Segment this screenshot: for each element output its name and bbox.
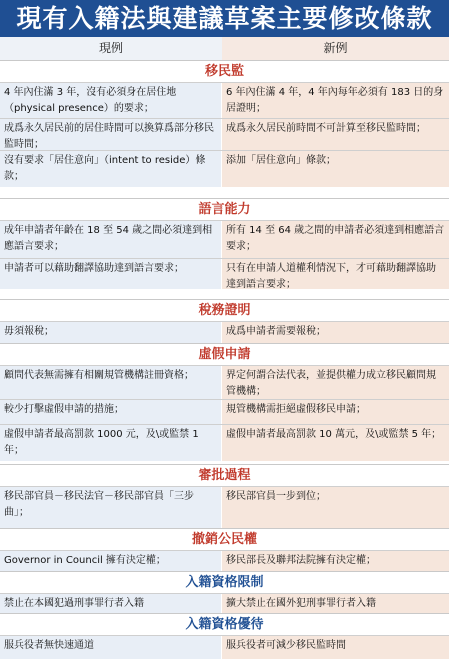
table-row	[0, 486, 449, 529]
section-title: 入籍資格限制	[185, 575, 264, 590]
table-row	[0, 118, 449, 151]
new-rule-cell: 界定何謂合法代表，並提供權力成立移民顧問規管機構；	[222, 366, 449, 400]
current-rule-cell: 較少打擊虛假申請的措施；	[0, 400, 222, 425]
table-row	[0, 399, 449, 425]
current-rule-cell: 顧問代表無需擁有相關規管機構註冊資格；	[0, 366, 222, 400]
table-row	[0, 150, 449, 187]
table-row	[0, 258, 449, 289]
section-header	[0, 528, 449, 550]
section-title: 撤銷公民權	[191, 532, 257, 547]
new-rule-cell: 移民部長及聯邦法院擁有決定權；	[222, 551, 449, 573]
current-rule-cell: 移民部官員－移民法官－移民部官員「三步曲」；	[0, 487, 222, 529]
column-header-current: 現例	[0, 37, 222, 60]
section-header	[0, 571, 449, 593]
new-rule-cell: 所有 14 至 64 歲之間的申請者必須達到相應語言要求；	[222, 221, 449, 259]
current-rule-cell: 服兵役者無快速通道	[0, 636, 222, 659]
current-rule-cell: 沒有要求「居住意向」（intent to reside）條款；	[0, 151, 222, 187]
current-rule-cell: 成爲永久居民前的居住時間可以換算爲部分移民監時間；	[0, 119, 222, 151]
table-row	[0, 593, 449, 614]
current-rule-cell: 成年申請者年齡在 18 至 54 歲之間必須達到相應語言要求；	[0, 221, 222, 259]
table-row	[0, 635, 449, 659]
section-header	[0, 198, 449, 220]
table-row	[0, 424, 449, 461]
new-rule-cell: 擴大禁止在國外犯刑事罪行者入籍	[222, 594, 449, 614]
current-rule-cell: 毋須報稅；	[0, 322, 222, 345]
section-header	[0, 299, 449, 321]
table-row	[0, 321, 449, 345]
new-rule-cell: 虛假申請者最高罰款 10 萬元，及\或監禁 5 年；	[222, 425, 449, 461]
page-title: 現有入籍法與建議草案主要修改條款	[0, 0, 449, 37]
new-rule-cell: 添加「居住意向」條款；	[222, 151, 449, 187]
new-rule-cell: 成爲永久居民前時間不可計算至移民監時間；	[222, 119, 449, 151]
current-rule-cell: 禁止在本國犯過刑事罪行者入籍	[0, 594, 222, 614]
table-row	[0, 365, 449, 400]
new-rule-cell: 移民部官員一步到位；	[222, 487, 449, 529]
section-title: 移民監	[204, 64, 244, 79]
section-header	[0, 464, 449, 486]
section-title: 稅務證明	[198, 303, 251, 318]
table-row	[0, 82, 449, 119]
new-rule-cell: 規管機構需拒絕虛假移民申請；	[222, 400, 449, 425]
section-title: 語言能力	[198, 202, 251, 217]
table-row	[0, 220, 449, 259]
current-rule-cell: 4 年內住滿 3 年，沒有必須身在居住地（physical presence）的要求；	[0, 83, 222, 119]
new-rule-cell: 服兵役者可減少移民監時間	[222, 636, 449, 659]
section-title: 虛假申請	[198, 347, 251, 362]
section-title: 入籍資格優待	[185, 617, 264, 632]
table-row	[0, 550, 449, 573]
section-header	[0, 613, 449, 635]
new-rule-cell: 成爲申請者需要報稅；	[222, 322, 449, 345]
current-rule-cell: Governor in Council 擁有決定權；	[0, 551, 222, 573]
column-header-new: 新例	[222, 37, 449, 60]
section-title: 審批過程	[198, 468, 251, 483]
new-rule-cell: 6 年內住滿 4 年，4 年內每年必須有 183 日的身居證明；	[222, 83, 449, 119]
current-rule-cell: 虛假申請者最高罰款 1000 元，及\或監禁 1 年；	[0, 425, 222, 461]
section-header	[0, 60, 449, 82]
new-rule-cell: 只有在申請人道權利情況下，才可藉助翻譯協助達到語言要求；	[222, 259, 449, 289]
current-rule-cell: 申請者可以藉助翻譯協助達到語言要求；	[0, 259, 222, 289]
section-header	[0, 343, 449, 365]
